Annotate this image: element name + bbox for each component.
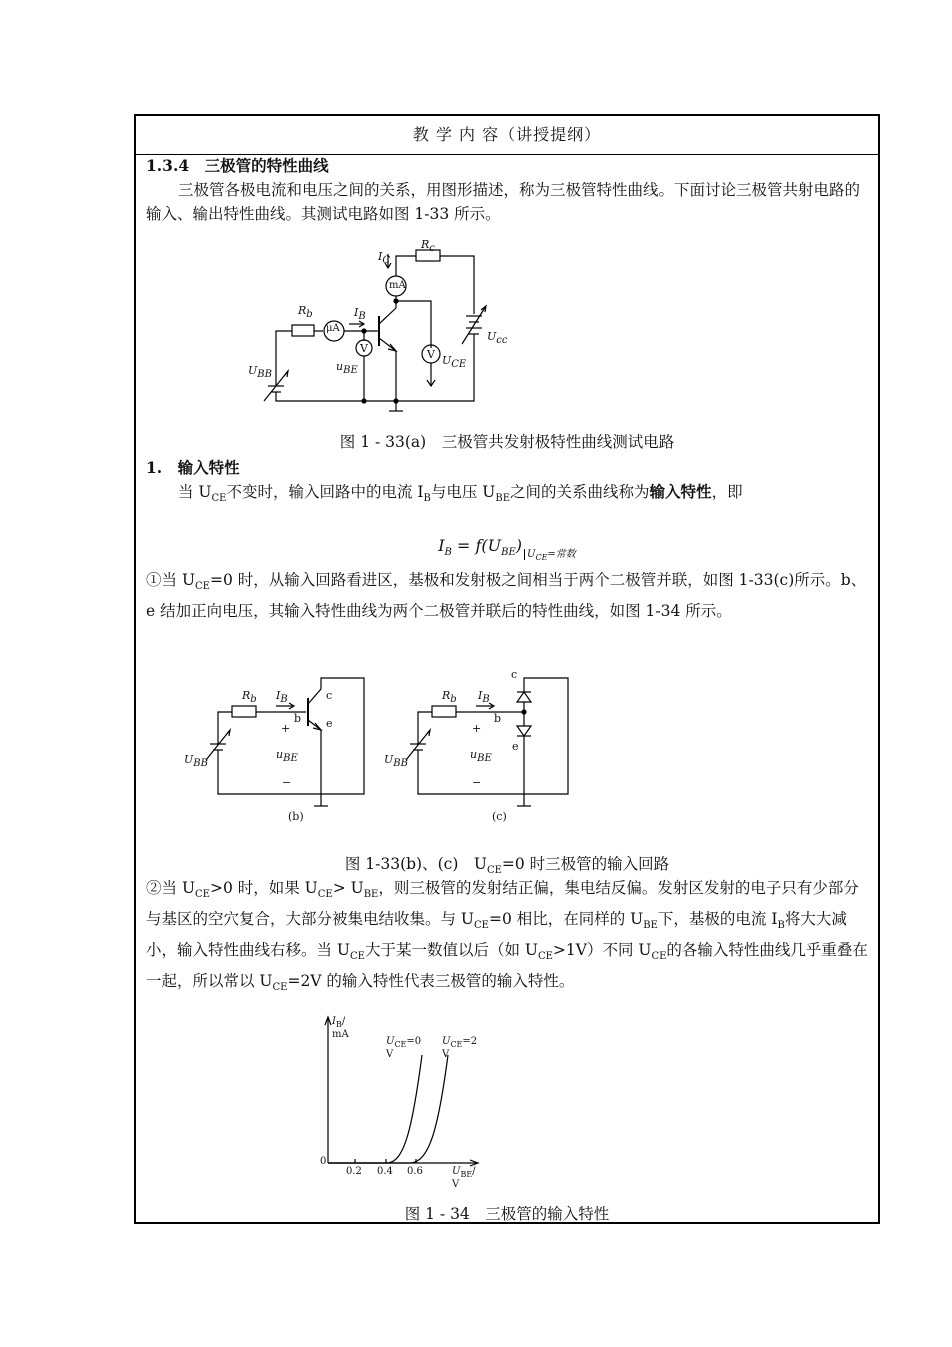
ib-label: $I_B$ bbox=[354, 306, 366, 323]
tick-label-0.4: 0.4 bbox=[377, 1166, 393, 1177]
c-ube-label: $u_{BE}$ bbox=[470, 748, 492, 765]
b-ib-label: $I_B$ bbox=[276, 689, 288, 706]
c-c-label: c bbox=[511, 668, 518, 681]
subsection-title: 1. 输入特性 bbox=[146, 458, 240, 477]
x-axis-label: $U_{BE}/$ V bbox=[452, 1166, 476, 1190]
paragraph-2: ②当 $U_{CE}>0$ 时，如果 $U_{CE}> U_{BE}$，则三极管的发射结正偏，集电结反偏。发射区发射的电子只有少部分与基区的空穴复合，大部分被集电结收集。与 $U_{CE}=0$ 相比，在同样的 $U_{BE}$下，基极的电流 $I_B$将大大减小，输入特性曲线右移。当 $U_{CE}$大于某一数值以后（如 $U_{CE}>1V$）不同 $U_{CE}$的各输入特性曲线几乎重叠在一起，所以常以 $U_{CE}=2V$ 的输入特性代表三极管的输入特性。 bbox=[146, 879, 868, 994]
c-rb-label: $R_b$ bbox=[442, 689, 457, 706]
uce-label: $U_{CE}$ bbox=[442, 354, 467, 371]
intro-paragraph: 三极管各极电流和电压之间的关系，用图形描述，称为三极管特性曲线。下面讨论三极管共射电路的输入、输出特性曲线。其测试电路如图 1-33 所示。 bbox=[146, 181, 861, 223]
formula: $I_B = f(U_{BE})$ $_{U_{CE}=常数}$ bbox=[438, 536, 576, 562]
ic-label: $I_C$ bbox=[378, 250, 391, 267]
curve-uce-2v bbox=[328, 1055, 448, 1163]
fig33a-caption: 图 1 - 33(a) 三极管共发射极特性曲线测试电路 bbox=[339, 433, 675, 451]
c-b-label: b bbox=[494, 712, 502, 725]
b-plus: + bbox=[281, 722, 291, 735]
origin-label: 0 bbox=[320, 1156, 327, 1167]
b-rb-label: $R_b$ bbox=[242, 689, 257, 706]
b-minus: − bbox=[282, 776, 292, 789]
c-ib-label: $I_B$ bbox=[478, 689, 490, 706]
ucc-label: $U_{cc}$ bbox=[487, 330, 508, 347]
c-sublabel: (c) bbox=[492, 810, 507, 823]
lecture-table bbox=[134, 114, 880, 1224]
input-char-paragraph: 当 $U_{CE}$不变时，输入回路中的电流 $I_B$与电压 $U_{BE}$之间的关系曲线称为输入特性，即 bbox=[178, 482, 743, 505]
paragraph-1: ①当 $U_{CE}=0$ 时，从输入回路看进区，基极和发射极之间相当于两个二极管并联，如图 1-33(c)所示。b、e 结加正向电压，其输入特性曲线为两个二极管并联后的特性曲线，如图 1-34 所示。 bbox=[146, 571, 867, 621]
section-title: 1.3.4 三极管的特性曲线 bbox=[146, 156, 329, 175]
circuit-diagram-33a bbox=[236, 236, 636, 426]
ma-meter-label: mA bbox=[389, 280, 406, 291]
ube-label: $u_{BE}$ bbox=[336, 360, 358, 377]
series-label-0v: $U_{CE}=0$ V bbox=[386, 1036, 422, 1060]
rb-label: $R_b$ bbox=[298, 304, 313, 321]
b-c-label: c bbox=[326, 689, 333, 702]
fig33bc-caption: 图 1-33(b)、(c) $U_{CE}=0$ 时三极管的输入回路 bbox=[344, 855, 670, 877]
c-e-label: e bbox=[512, 740, 519, 753]
c-ubb-label: $U_{BB}$ bbox=[384, 753, 408, 770]
table-header: 教 学 内 容（讲授提纲） bbox=[136, 116, 878, 155]
ubb-label: $U_{BB}$ bbox=[248, 364, 272, 381]
v-meter-label-2: V bbox=[427, 348, 435, 361]
v-meter-label: V bbox=[360, 342, 368, 355]
tick-label-0.6: 0.6 bbox=[407, 1166, 423, 1177]
y-axis-label: $I_B/$ mA bbox=[332, 1016, 349, 1040]
b-ubb-label: $U_{BB}$ bbox=[184, 753, 208, 770]
ua-meter-label: μA bbox=[326, 323, 340, 334]
series-label-2v: $U_{CE}=2$ V bbox=[442, 1036, 478, 1060]
b-ube-label: $u_{BE}$ bbox=[276, 748, 298, 765]
c-plus: + bbox=[472, 722, 482, 735]
curve-uce-0v bbox=[328, 1055, 422, 1163]
fig34-caption: 图 1 - 34 三极管的输入特性 bbox=[404, 1205, 610, 1223]
b-sublabel: (b) bbox=[288, 810, 304, 823]
b-e-label: e bbox=[326, 717, 333, 730]
c-minus: − bbox=[472, 776, 482, 789]
b-b-label: b bbox=[294, 712, 302, 725]
tick-label-0.2: 0.2 bbox=[346, 1166, 362, 1177]
rc-label: $R_c$ bbox=[421, 238, 435, 255]
